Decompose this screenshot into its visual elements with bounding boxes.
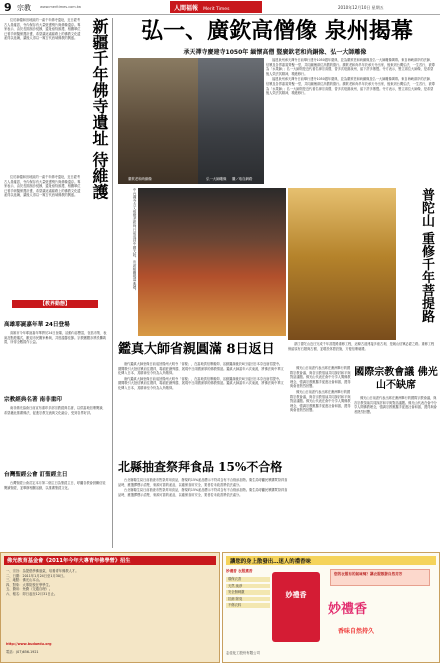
photo-caption-1: 廣欽老和尚銅像 <box>128 177 152 181</box>
ad-feature: 不傷衣料 <box>226 603 270 608</box>
main-body <box>266 58 436 184</box>
monk-body-text-2: 唐代鑑真大師坐像日前返回揚州大明寺「省親」，在當地供信眾瞻仰，活動圓滿後於8日返回日本奈良唐招提寺。期間吸引大批信眾前往禮拜，場面莊嚴殊勝，展現中日兩國深厚的佛教情誼。鑑真大師當年六次東渡，將佛法與中華文化傳入日本，其精神至今仍為人所敬仰。 <box>118 376 284 390</box>
ad-right-title: 讓您的身上散發出…迷人的禮香味 <box>226 556 436 565</box>
newspaper-logo <box>170 1 262 13</box>
ad-left-title: 佛光教育基金會《2011年今年大專青年佛學營》招生 <box>4 556 216 565</box>
ceremony-photo <box>138 188 286 336</box>
news-item-title: 宗教經典名著 南非重印 <box>4 397 62 403</box>
interfaith-body <box>290 366 352 548</box>
food-body-text-2: 台北縣衛生局日前抽查市售祭拜用食品，發現約15%產品標示不符或含有不合格添加物。衛生局呼籲民眾購買祭拜食品時，應選擇標示清楚、來源可靠的產品，以確保食用安全，業者若未改善將依法處分。 <box>118 488 288 497</box>
xinjiang-body <box>4 18 82 172</box>
news-tag: 【教界動態】 <box>12 300 98 308</box>
news-item-body-text: 台灣聖經公會訂定本月第二個主日為聖經主日，呼籲各教會鼓勵信徒閱讀聖經，並舉辦相關活動，以推廣聖經文化。 <box>4 481 106 490</box>
ad-left-row: 五、費用：免費（交通自理）。 <box>6 587 53 592</box>
interfaith-headline: 國際宗教會議 佛光山不缺席 <box>354 367 438 391</box>
ad-left-row: 四、對象：大專院校在學學生。 <box>6 582 53 587</box>
ad-company: 志佳化工股份有限公司 <box>226 651 260 655</box>
interfaith-body-text-3: 佛光山日前派代表出席在澳洲舉行的國際宗教會議，與各宗教領袖共同探討和平與對話議題。佛光山代表在會中分享人間佛教理念，強調宗教應攜手促進社會和諧，獲得與會者熱烈回響。 <box>354 396 437 414</box>
news-item-body-text: 南非佛光協會日前宣布重印多部宗教經典名著，以供當地信眾閱讀，希望藉此推廣佛法，促進宗教交流與文化融合，受到各界好評。 <box>4 406 106 415</box>
ad-left-row: 三、地點：佛光山本山。 <box>6 578 43 583</box>
main-subheadline: 承天禪寺慶建寺1050年 緬懷高僧 豎廣欽老和尚銅像、弘一大師雕像 <box>183 49 367 56</box>
news-item-body-text: 高雄市今年耶誕嘉年華將於24日登場，活動內容豐富，包括市集、表演及點燈儀式，歡迎市民闔家參與，共度溫馨佳節。宗教團體亦將設攤義賣，所得全數捐作公益。 <box>4 331 107 345</box>
section-name: 宗教 <box>17 4 31 12</box>
puto-body <box>288 342 436 364</box>
xinjiang-headline: 新疆千年佛寺遺址 待維護 <box>90 18 109 200</box>
ad-left-contact: 電話：(07)656-1921 <box>6 650 39 654</box>
ad-bubble: 您的衣服有的氣味嗎？讓衣服散發自然芬芳 <box>330 569 430 586</box>
xinjiang-body-text: 位於新疆和田地區的一處千年佛寺遺址，近日經考古人員確認，寺內保存有大量壁畫殘片與佛像遺存。專家表示，由於長期風沙侵蝕，遺址亟待維護，相關單位已著手研擬保護計畫，希望讓這處絲路上的佛教文化遺產得以延續，讓後人得以一窺古代西域佛教的興盛。 <box>4 18 81 41</box>
ad-slogan: 香味自然持久 <box>338 628 375 635</box>
product-name: 妙禮香 <box>285 591 307 599</box>
ad-brand-tag: 妙禮香 衣服薰香 <box>226 569 253 573</box>
ad-brand: 妙禮香 <box>328 602 368 617</box>
monk-portrait-photo <box>288 188 396 340</box>
news-list <box>4 320 108 548</box>
product-box <box>272 572 320 642</box>
interfaith-body-text: 佛光山日前派代表出席在澳洲舉行的國際宗教會議，與各宗教領袖共同探討和平與對話議題。佛光山代表在會中分享人間佛教理念，強調宗教應攜手促進社會和諧，獲得與會者熱烈回響。 <box>290 366 351 389</box>
news-item-title: 台灣聖經公會 訂聖經主日 <box>4 472 68 478</box>
column-divider <box>112 18 113 548</box>
ad-feature: 天然 純淨 <box>226 584 270 589</box>
main-headline: 弘一、廣欽高僧像 泉州揭幕 <box>141 18 413 44</box>
ad-left-rows <box>6 569 214 597</box>
photo-credit: 攝／取自網路 <box>232 177 253 181</box>
food-body-text: 台北縣衛生局日前抽查市售祭拜用食品，發現約15%產品標示不符或含有不合格添加物。衛生局呼籲民眾購買祭拜食品時，應選擇標示清楚、來源可靠的產品，以確保食用安全，業者若未改善將依法處分。 <box>118 478 288 487</box>
main-body-text-2: 福建泉州承天禪寺日前舉行建寺1050週年慶典，並為廣欽老和尚銅像及弘一大師雕像揭幕。來自海峽兩岸的法師、信眾及各界嘉賓齊聚一堂，共同緬懷兩位高僧的德行。廣欽老和尚早年於承天寺出家，後來到台灣弘法，一生苦行，被尊為「水果師」；弘一大師則是近代著名律宗高僧，曾多次駐錫泉州，留下許多墨寶。寺方表示，豎立兩位大師像，是希望後人效法其精神，精進修行。 <box>266 77 435 96</box>
news-item-title: 高雄耶誕嘉年華 24日登場 <box>4 322 70 328</box>
puto-body-text: 浙江普陀山近日完成千年菩提路重修工程，這條古道連接多座古剎，是朝山信眾必經之路。重修工程保留原有石階與古樹，並增設休憩設施，方便信眾朝禮。 <box>288 342 435 351</box>
statue-photo-2 <box>198 58 264 184</box>
ad-feature: 安全無刺激 <box>226 590 270 595</box>
logo-text: 人間福報 <box>174 5 199 12</box>
news-item-body <box>4 331 108 391</box>
ceremony-caption: 中台禪寺方丈惟覺老和尚日前返回中國大陸，出席相關揭幕典禮。 <box>133 188 137 293</box>
news-item-body <box>4 406 108 466</box>
news-item-body <box>4 481 108 531</box>
ad-left-row: 六、報名：即日起至12月31日止。 <box>6 591 58 596</box>
ad-feature-list <box>226 577 270 610</box>
puto-headline: 普陀山 重修千年菩提路 <box>419 188 434 323</box>
ad-feature: 環保衣香 <box>226 577 270 582</box>
food-body <box>118 478 288 548</box>
xinjiang-body-cont <box>4 175 82 263</box>
ad-left-row: 一、宗旨：為提倡學佛風氣，培養青年佛教人才。 <box>6 569 79 573</box>
logo-english: Merit Times <box>203 7 230 12</box>
ad-left-website[interactable]: http://www.budaedu.org <box>6 642 52 646</box>
main-body-text: 福建泉州承天禪寺日前舉行建寺1050週年慶典，並為廣欽老和尚銅像及弘一大師雕像揭幕。來自海峽兩岸的法師、信眾及各界嘉賓齊聚一堂，共同緬懷兩位高僧的德行。廣欽老和尚早年於承天寺出家，後來到台灣弘法，一生苦行，被尊為「水果師」；弘一大師則是近代著名律宗高僧，曾多次駐錫泉州，留下許多墨寶。寺方表示，豎立兩位大師像，是希望後人效法其精神，精進修行。 <box>266 58 435 76</box>
food-headline: 北縣抽查祭拜食品 15%不合格 <box>118 460 283 474</box>
interfaith-body-text-2: 佛光山日前派代表出席在澳洲舉行的國際宗教會議，與各宗教領袖共同探討和平與對話議題。佛光山代表在會中分享人間佛教理念，強調宗教應攜手促進社會和諧，獲得與會者熱烈回響。 <box>290 389 351 413</box>
monk-headline: 鑑真大師省親圓滿 8日返日 <box>118 342 275 357</box>
xinjiang-body-text-2: 位於新疆和田地區的一處千年佛寺遺址，近日經考古人員確認，寺內保存有大量壁畫殘片與佛像遺存。專家表示，由於長期風沙侵蝕，遺址亟待維護，相關單位已著手研擬保護計畫，希望讓這處絲路上的佛教文化遺產得以延續，讓後人得以一窺古代西域佛教的興盛。 <box>4 175 81 198</box>
monk-body-text: 唐代鑑真大師坐像日前返回揚州大明寺「省親」，在當地供信眾瞻仰，活動圓滿後於8日返回日本奈良唐招提寺。期間吸引大批信眾前往禮拜，場面莊嚴殊勝，展現中日兩國深厚的佛教情誼。鑑真大師當年六次東渡，將佛法與中華文化傳入日本，其精神至今仍為人所敬仰。 <box>118 362 284 376</box>
photo-caption-2: 弘一大師雕像 <box>206 177 227 181</box>
statue-photo-1 <box>118 58 198 184</box>
monk-body <box>118 362 284 456</box>
issue-date: 2010年12月10日 星期五 <box>338 5 384 10</box>
ad-feature: 抗菌 除臭 <box>226 597 270 602</box>
interfaith-body-cont <box>354 396 438 548</box>
page-number: 9 <box>4 1 12 14</box>
header-url: www.meritimes.com.tw <box>40 5 82 9</box>
ad-left-row: 二、日期：2011年1月24日至1月30日。 <box>6 573 67 578</box>
